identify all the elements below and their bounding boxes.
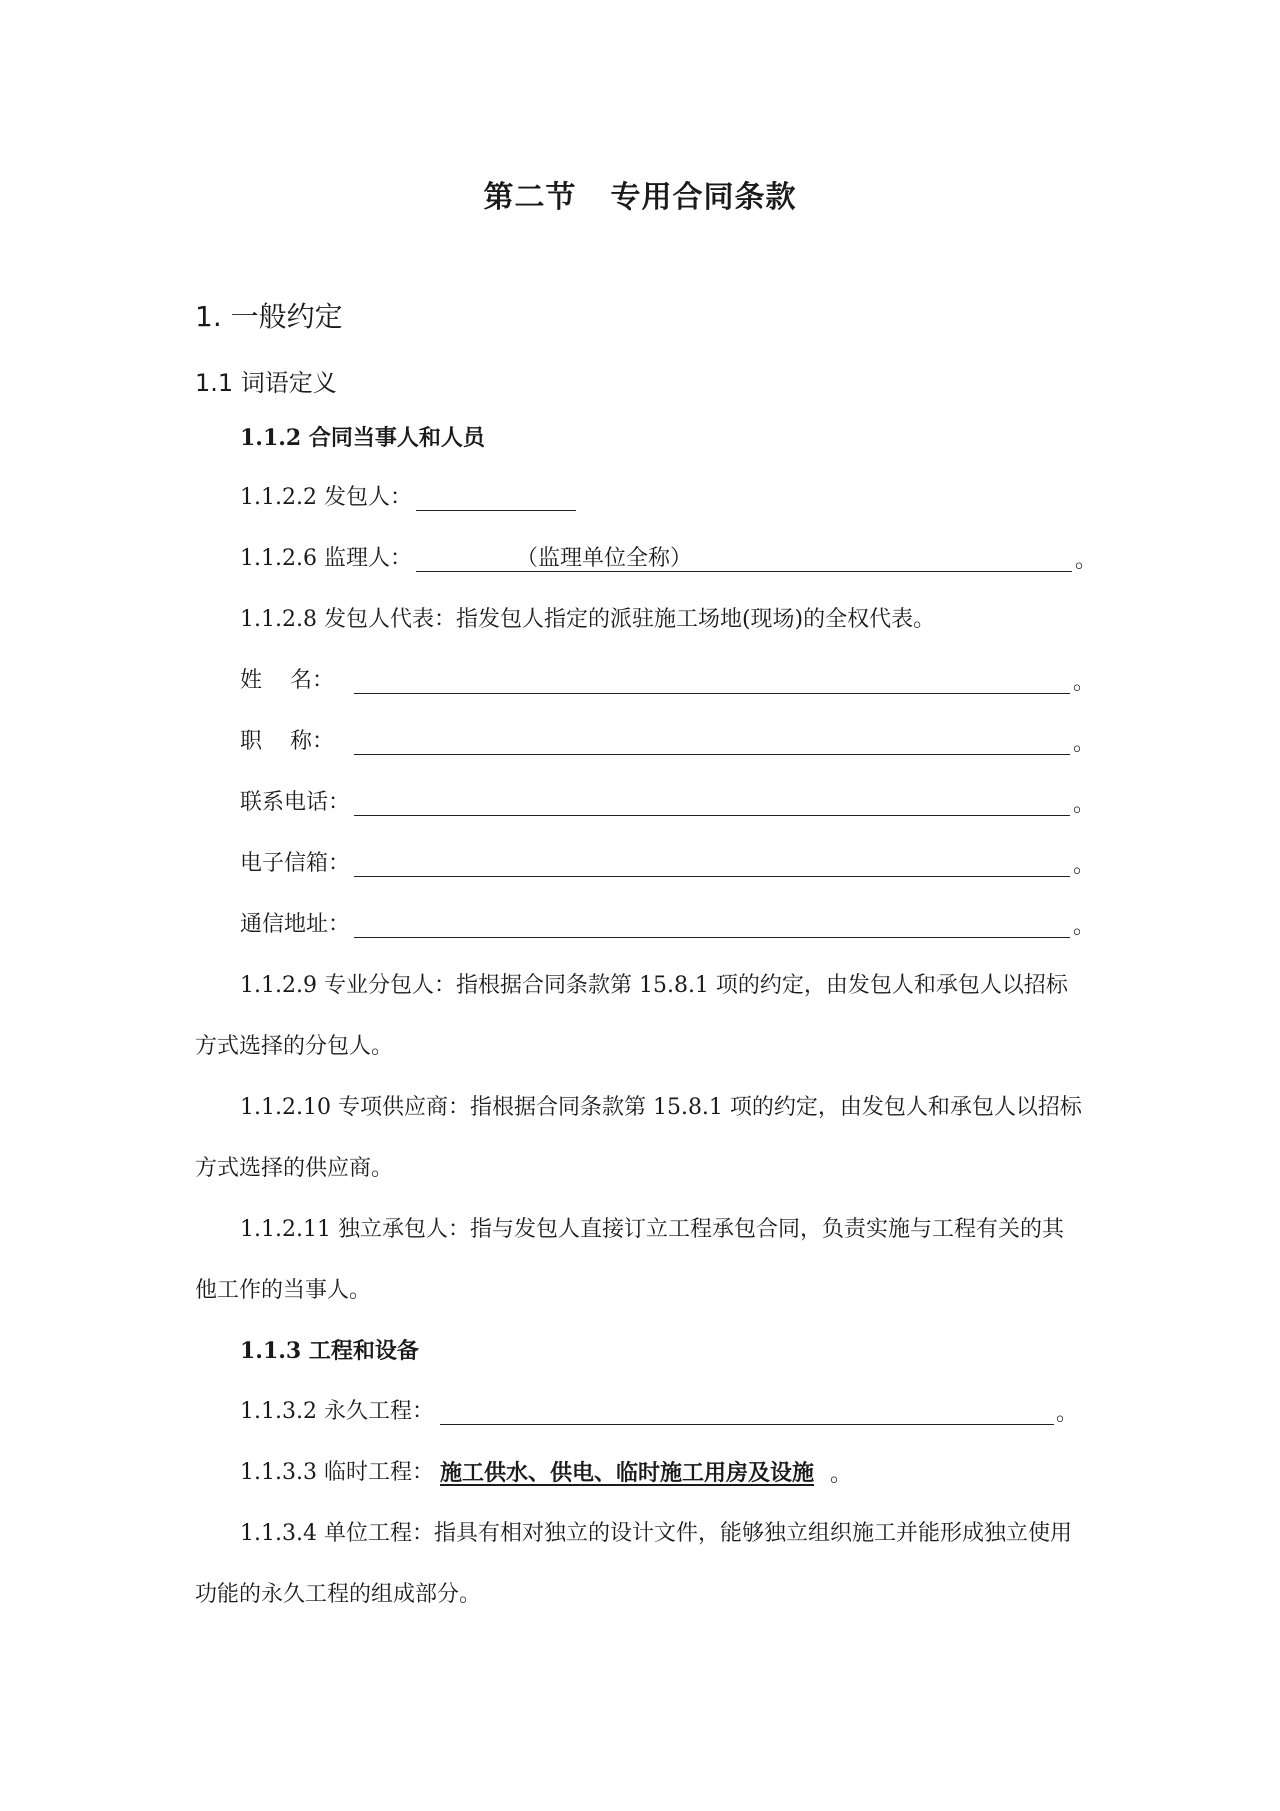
temporary-works-period: 。 — [830, 1462, 853, 1487]
permanent-works-label: 1.1.3.2 永久工程： — [240, 1399, 434, 1424]
rep-title-label — [240, 727, 334, 757]
permanent-works-field[interactable] — [440, 1424, 1054, 1425]
rep-title-field[interactable] — [354, 754, 1070, 755]
heading-definitions: 1.1 词语定义 — [195, 369, 337, 397]
rep-phone-label: 联系电话： — [240, 790, 351, 815]
section-title-text: 专用合同条款 — [610, 180, 797, 215]
independent-contractor-line1: 1.1.2.11 独立承包人：指与发包人直接订立工程承包合同，负责实施与工程有关的其 — [240, 1217, 1064, 1242]
temporary-works-value: 施工供水、供电、临时施工用房及设施 — [440, 1460, 815, 1486]
rep-name-label-c2: 名： — [290, 668, 335, 693]
employer-rep-text: 1.1.2.8 发包人代表：指发包人指定的派驻施工场地(现场)的全权代表。 — [240, 607, 936, 632]
supplier-line1: 1.1.2.10 专项供应商：指根据合同条款第 15.8.1 项的约定，由发包人和承包人以招标 — [240, 1095, 1082, 1120]
rep-title-label-c2: 称： — [290, 729, 335, 754]
employer-label: 1.1.2.2 发包人： — [240, 485, 412, 510]
subcontractor-line2: 方式选择的分包人。 — [195, 1034, 394, 1059]
supplier-line2: 方式选择的供应商。 — [195, 1156, 394, 1181]
rep-address-label: 通信地址： — [240, 912, 351, 937]
permanent-works-period: 。 — [1056, 1401, 1079, 1426]
supervisor-period: 。 — [1075, 548, 1098, 573]
supervisor-field[interactable] — [416, 571, 1072, 572]
independent-contractor-line2: 他工作的当事人。 — [195, 1278, 372, 1303]
subcontractor-line1: 1.1.2.9 专业分包人：指根据合同条款第 15.8.1 项的约定，由发包人和承包人以招标 — [240, 973, 1068, 998]
heading-parties: 1.1.2 合同当事人和人员 — [240, 425, 485, 451]
temporary-works-label: 1.1.3.3 临时工程： — [240, 1460, 434, 1485]
employer-field[interactable] — [416, 510, 576, 511]
rep-name-label — [240, 666, 334, 696]
rep-email-label: 电子信箱： — [240, 851, 351, 876]
rep-email-period: 。 — [1073, 853, 1096, 878]
unit-works-line1: 1.1.3.4 单位工程：指具有相对独立的设计文件，能够独立组织施工并能形成独立使用 — [240, 1521, 1072, 1546]
supervisor-label: 1.1.2.6 监理人： — [240, 546, 412, 571]
heading-general-provisions: 1. 一般约定 — [195, 300, 343, 333]
rep-title-label-c1: 职 — [240, 729, 263, 754]
rep-email-field[interactable] — [354, 876, 1070, 877]
rep-name-label-c1: 姓 — [240, 668, 263, 693]
heading-works: 1.1.3 工程和设备 — [240, 1338, 419, 1364]
rep-title-period: 。 — [1073, 731, 1096, 756]
rep-phone-period: 。 — [1073, 792, 1096, 817]
section-title — [0, 172, 1280, 216]
rep-name-period: 。 — [1073, 670, 1096, 695]
rep-name-field[interactable] — [354, 693, 1070, 694]
unit-works-line2: 功能的永久工程的组成部分。 — [195, 1582, 482, 1607]
supervisor-hint: （监理单位全称） — [516, 546, 693, 571]
rep-address-field[interactable] — [354, 937, 1070, 938]
section-title-number: 第二节 — [483, 180, 577, 215]
rep-address-period: 。 — [1073, 914, 1096, 939]
rep-phone-field[interactable] — [354, 815, 1070, 816]
